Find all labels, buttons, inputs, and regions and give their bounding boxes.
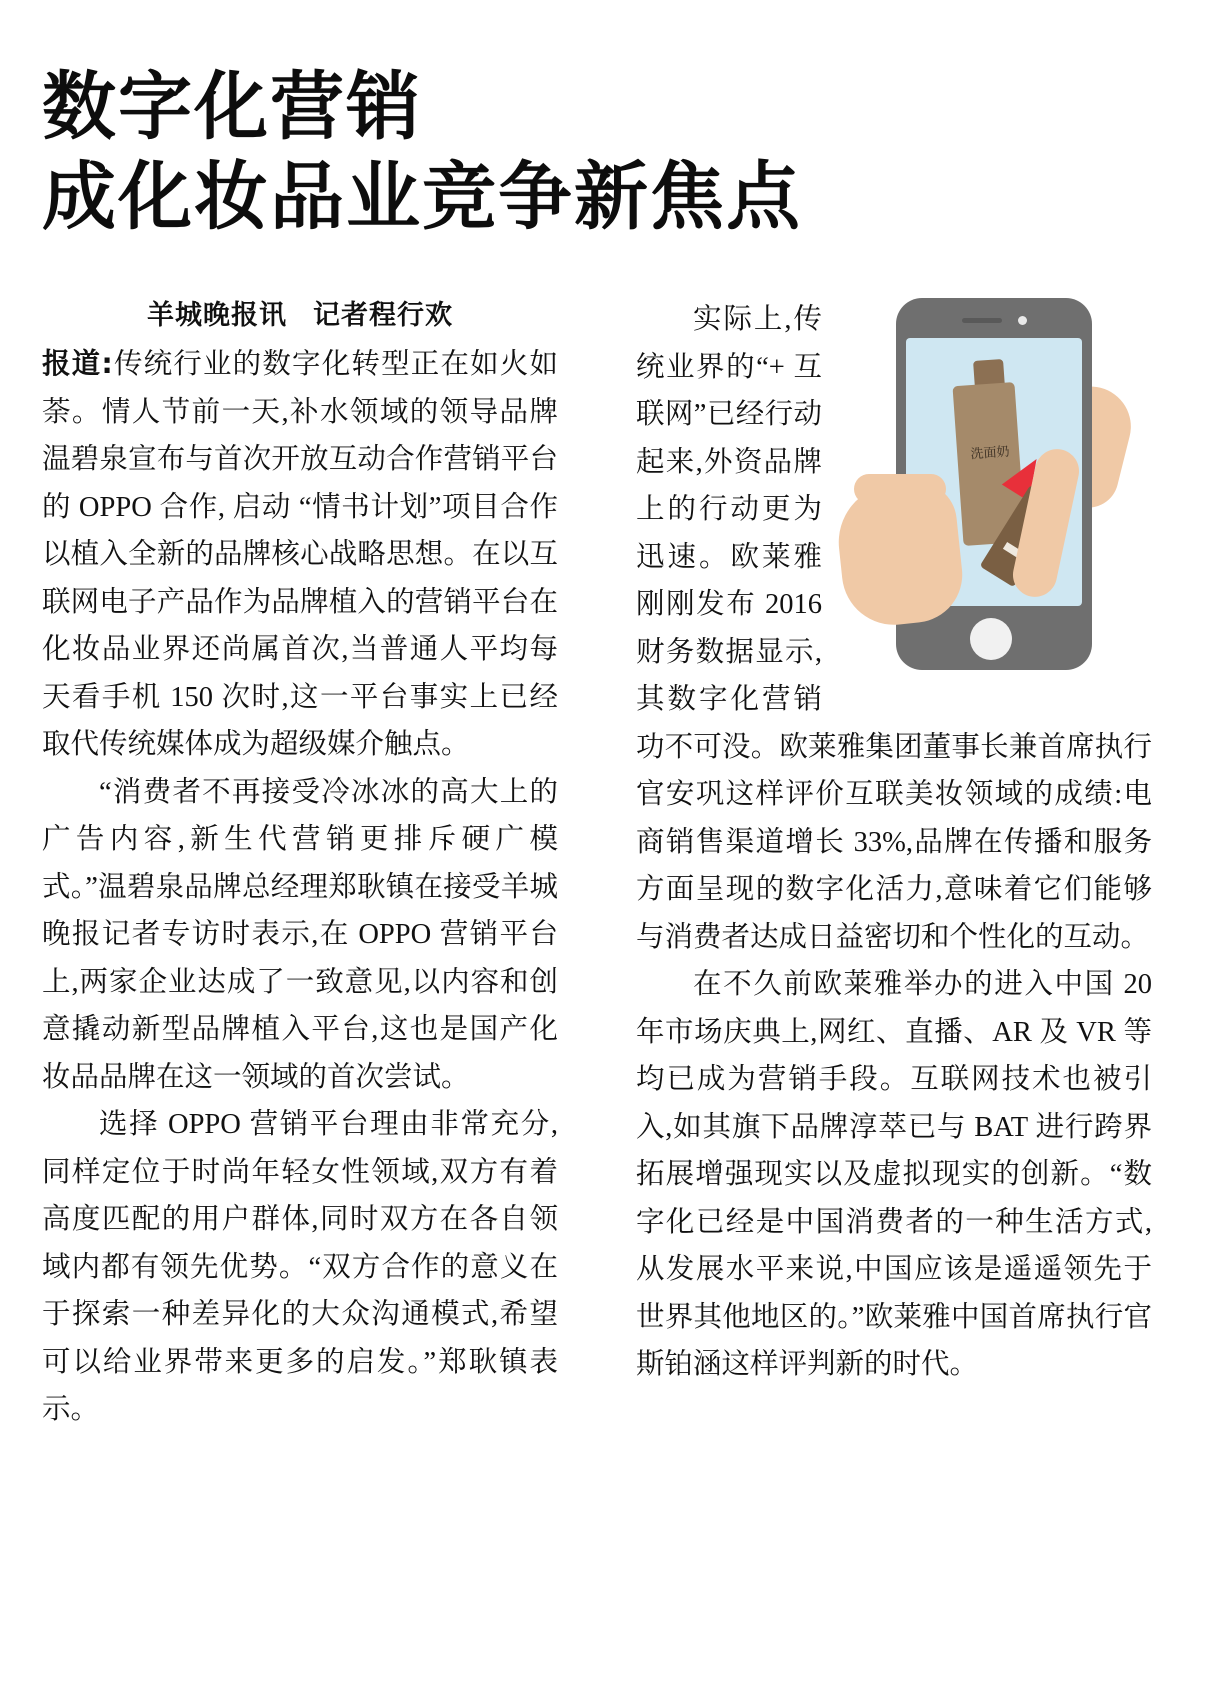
finger-shape-2 [848,510,948,540]
finger-shape-1 [854,474,946,504]
paragraph-right-1: 实际上,传统业界的“+ 互联网”已经行动起来,外资品牌上的行动更为迅速。欧莱雅刚刚发布 2016 财务数据显示,其数字化营销功不可没。欧莱雅集团董事长兼首席执行官安巩这样评价互联美妆领域的成绩:电商销售渠道增长 33%,品牌在传播和服务方面呈现的数字化活力,意味着它们能够与消费者达成日益密切和个性化的互动。 [636,304,1152,953]
column-left [42,296,558,1676]
phone-in-hand-illustration [832,298,1152,703]
lead-label: 报道: [42,347,113,380]
paragraph-right-2: 在不久前欧莱雅举办的进入中国 20 年市场庆典上,网红、直播、AR 及 VR 等均已成为营销手段。互联网技术也被引入,如其旗下品牌淳萃已与 BAT 进行跨界拓展增强现实以及虚拟现实的创新。“数字化已经是中国消费者的一种生活方式,从发展水平来说,中国应该是遥遥领先于世界其他地区的。”欧莱雅中国首席执行官斯铂涵这样评判新的时代。 [636,969,1152,1380]
paragraph-left-3: 选择 OPPO 营销平台理由非常充分,同样定位于时尚年轻女性领域,双方有着高度匹配的用户群体,同时双方在各自领域内都有领先优势。“双方合作的意义在于探索一种差异化的大众沟通模式,希望可以给业界带来更多的启发。”郑耿镇表示。 [42,1109,558,1425]
paragraph-left-1-text: 传统行业的数字化转型正在如火如荼。情人节前一天,补水领域的领导品牌温碧泉宣布与首次开放互动合作营销平台的 OPPO 合作, 启动 “情书计划”项目合作以植入全新的品牌核心战略思想。在以互联网电子产品作为品牌植入的营销平台在化妆品业界还尚属首次,当普通人平均每天看手机 150 次时,这一平台事实上已经取代传统媒体成为超级媒介触点。 [42,349,558,760]
phone-camera-icon [1018,316,1027,325]
headline-line-2: 成化妆品业竞争新焦点 [42,154,802,240]
headline-line-1: 数字化营销 [42,64,422,150]
byline [42,296,558,336]
page-title [42,62,1162,242]
byline-reporter: 记者程行欢 [313,300,453,331]
column-right [636,296,1152,1676]
byline-source: 羊城晚报讯 [147,300,287,331]
phone-home-button-icon [970,618,1012,660]
product-label: 洗面奶 [970,444,1011,463]
phone-speaker-icon [962,318,1002,323]
paragraph-left-2: “消费者不再接受冷冰冰的高大上的广告内容,新生代营销更排斥硬广模式。”温碧泉品牌总经理郑耿镇在接受羊城晚报记者专访时表示,在 OPPO 营销平台上,两家企业达成了一致意见,以内容和创意撬动新型品牌植入平台,这也是国产化妆品品牌在这一领域的首次尝试。 [42,776,558,1093]
article-body [42,296,1168,1676]
finger-shape-3 [846,546,942,576]
paragraph-left-1 [42,340,558,769]
illustration [832,298,1152,703]
